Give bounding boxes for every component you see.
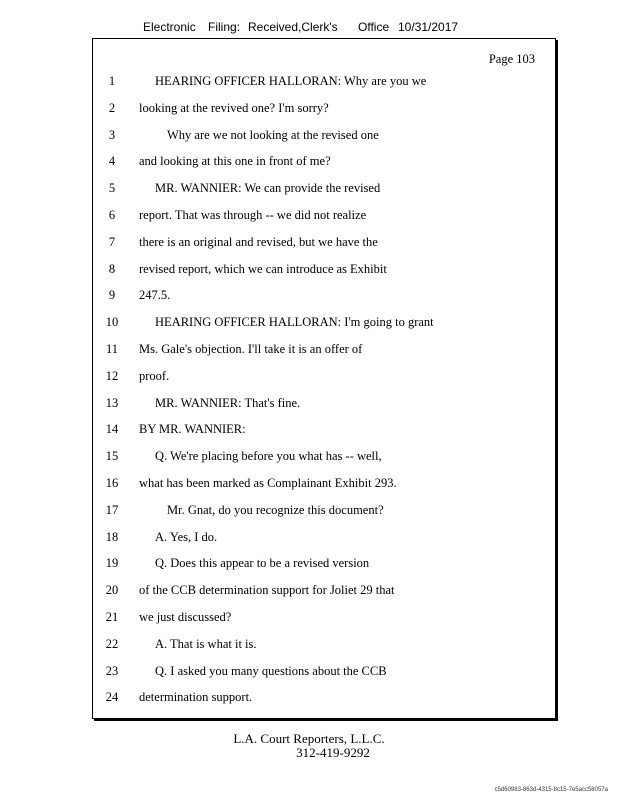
transcript-line bbox=[93, 529, 555, 545]
header-office: Office bbox=[358, 20, 390, 34]
transcript-line bbox=[93, 341, 555, 357]
transcript-line bbox=[93, 127, 555, 143]
transcript-line bbox=[93, 475, 555, 491]
transcript-line bbox=[93, 234, 555, 250]
line-number: 9 bbox=[108, 288, 116, 303]
line-number: 1 bbox=[108, 74, 116, 88]
line-number: 19 bbox=[105, 556, 119, 571]
transcript-line bbox=[93, 689, 555, 705]
reporter-phone: 312-419-9292 bbox=[296, 745, 370, 760]
transcript-line bbox=[93, 180, 555, 196]
line-text: determination support. bbox=[139, 690, 253, 705]
line-text: A. Yes, I do. bbox=[155, 529, 218, 544]
line-number: 11 bbox=[105, 342, 119, 356]
line-number: 16 bbox=[105, 476, 119, 490]
header-date: 10/31/2017 bbox=[398, 20, 459, 34]
line-text: HEARING OFFICER HALLORAN: I'm going to grant bbox=[155, 315, 434, 330]
line-number: 5 bbox=[108, 181, 116, 196]
header-filing: Filing: bbox=[208, 20, 241, 34]
transcript-line bbox=[93, 582, 555, 598]
line-number: 15 bbox=[105, 449, 119, 464]
line-text: report. That was through -- we did not realize bbox=[139, 208, 367, 222]
line-number: 2 bbox=[108, 100, 116, 115]
line-number: 14 bbox=[105, 422, 119, 437]
line-text: HEARING OFFICER HALLORAN: Why are you we bbox=[155, 74, 427, 88]
transcript-line bbox=[93, 663, 555, 679]
line-text: MR. WANNIER: We can provide the revised bbox=[155, 181, 381, 196]
line-number: 17 bbox=[105, 502, 119, 517]
line-text: A. That is what it is. bbox=[155, 636, 257, 651]
reporter-company: L.A. Court Reporters, L.L.C. bbox=[233, 731, 385, 746]
transcript-line bbox=[93, 73, 555, 89]
line-number: 23 bbox=[105, 663, 119, 678]
transcript-line bbox=[93, 153, 555, 169]
line-text: Q. I asked you many questions about the CCB bbox=[155, 663, 387, 678]
line-number: 7 bbox=[108, 234, 116, 249]
line-number: 22 bbox=[105, 636, 119, 651]
filing-header bbox=[0, 20, 618, 38]
line-number: 21 bbox=[105, 610, 119, 624]
transcript-page bbox=[92, 38, 556, 719]
line-text: 247.5. bbox=[139, 288, 171, 303]
header-electronic: Electronic bbox=[143, 20, 196, 34]
line-number: 20 bbox=[105, 583, 119, 598]
transcript-line bbox=[93, 261, 555, 277]
transcript-line bbox=[93, 207, 555, 223]
transcript-line bbox=[93, 368, 555, 384]
line-text: proof. bbox=[139, 368, 170, 383]
line-text: of the CCB determination support for Joliet 29 that bbox=[139, 583, 395, 598]
line-number: 13 bbox=[105, 395, 119, 410]
line-number: 6 bbox=[108, 208, 116, 222]
line-text: Q. We're placing before you what has -- well, bbox=[155, 449, 382, 464]
transcript-line bbox=[93, 314, 555, 330]
line-text: and looking at this one in front of me? bbox=[139, 154, 331, 169]
transcript-line bbox=[93, 636, 555, 652]
line-text: MR. WANNIER: That's fine. bbox=[155, 395, 301, 410]
line-text: Why are we not looking at the revised one bbox=[167, 127, 379, 142]
page-number: Page 103 bbox=[488, 52, 535, 66]
line-text: Mr. Gnat, do you recognize this document? bbox=[167, 502, 384, 517]
line-text: there is an original and revised, but we have the bbox=[139, 234, 378, 249]
line-text: what has been marked as Complainant Exhibit 293. bbox=[139, 476, 397, 490]
header-received: Received,Clerk's bbox=[248, 20, 338, 34]
transcript-line bbox=[93, 502, 555, 518]
line-text: revised report, which we can introduce as Exhibit bbox=[139, 261, 387, 276]
transcript-line bbox=[93, 287, 555, 303]
transcript-line bbox=[93, 555, 555, 571]
line-text: we just discussed? bbox=[139, 610, 232, 624]
transcript-line bbox=[93, 100, 555, 116]
line-number: 18 bbox=[105, 529, 119, 544]
line-number: 10 bbox=[105, 315, 119, 330]
document-hash: c5d60983-863d-4315-8c15-7e5acc58057a bbox=[494, 787, 608, 793]
transcript-line bbox=[93, 609, 555, 625]
transcript-line bbox=[93, 448, 555, 464]
line-number: 12 bbox=[105, 368, 119, 383]
transcript-line bbox=[93, 395, 555, 411]
line-text: BY MR. WANNIER: bbox=[139, 422, 246, 437]
line-number: 8 bbox=[108, 261, 116, 276]
reporter-footer bbox=[0, 732, 618, 760]
line-number: 24 bbox=[105, 690, 119, 705]
line-text: looking at the revived one? I'm sorry? bbox=[139, 100, 329, 115]
line-number: 3 bbox=[108, 127, 116, 142]
line-text: Ms. Gale's objection. I'll take it is an offer of bbox=[139, 342, 363, 356]
transcript-line bbox=[93, 421, 555, 437]
line-number: 4 bbox=[108, 154, 116, 169]
line-text: Q. Does this appear to be a revised version bbox=[155, 556, 370, 571]
